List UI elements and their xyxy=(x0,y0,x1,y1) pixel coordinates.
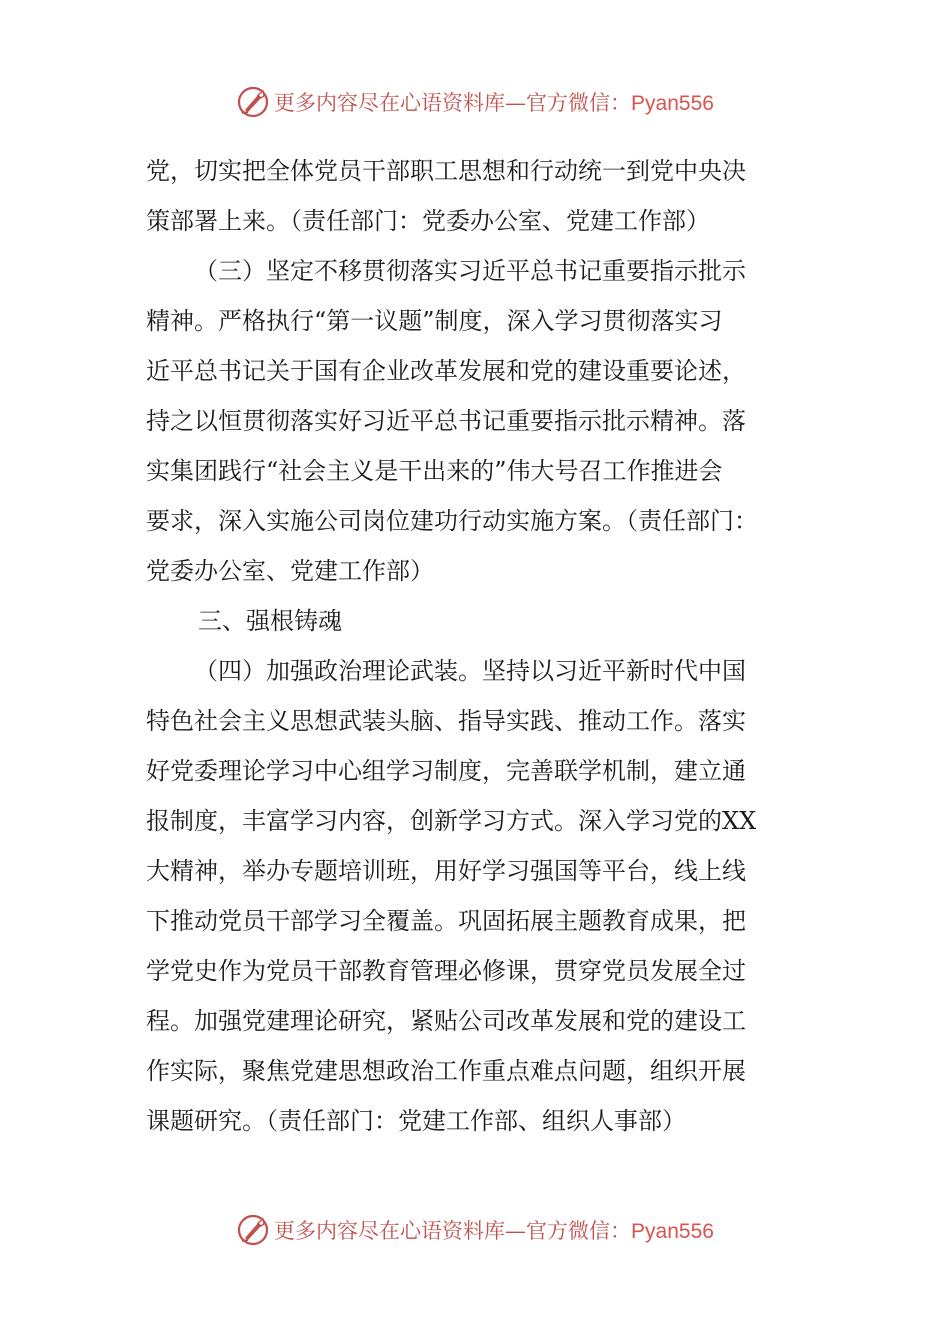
text-line: 党，切实把全体党员干部职工思想和行动统一到党中央决 xyxy=(146,157,746,185)
text-line: 好党委理论学习中心组学习制度，完善联学机制，建立通 xyxy=(146,757,746,785)
text-line: 要求，深入实施公司岗位建功行动实施方案。（责任部门： xyxy=(146,507,758,535)
document-body xyxy=(146,146,796,1146)
text-line: 持之以恒贯彻落实好习近平总书记重要指示批示精神。落 xyxy=(146,407,746,435)
header-banner xyxy=(0,82,950,122)
text-line: 党委办公室、党建工作部） xyxy=(146,557,434,585)
text-line: 下推动党员干部学习全覆盖。巩固拓展主题教育成果，把 xyxy=(146,907,746,935)
banner-official-label: 官方微信： xyxy=(526,91,632,115)
text-line: 精神。严格执行“第一议题”制度，深入学习贯彻落实习 xyxy=(146,307,723,335)
banner-main-text: 更多内容尽在心语资料库 xyxy=(274,91,506,115)
quill-pen-icon xyxy=(236,1213,270,1247)
text-line: 学党史作为党员干部教育管理必修课，贯穿党员发展全过 xyxy=(146,957,746,985)
text-line: 大精神，举办专题培训班，用好学习强国等平台，线上线 xyxy=(146,857,746,885)
text-line: 报制度，丰富学习内容，创新学习方式。深入学习党的XX xyxy=(146,807,757,835)
text-line: 策部署上来。（责任部门：党委办公室、党建工作部） xyxy=(146,207,710,235)
banner-dash: — xyxy=(505,91,527,115)
banner-official-label: 官方微信： xyxy=(526,1219,632,1243)
banner-text xyxy=(274,87,714,117)
banner-text xyxy=(274,1215,714,1245)
section-heading: 三、强根铸魂 xyxy=(198,607,342,635)
banner-dash: — xyxy=(505,1219,527,1243)
quill-pen-icon xyxy=(236,85,270,119)
paragraph-start-line: （四）加强政治理论武装。坚持以习近平新时代中国 xyxy=(194,657,746,685)
text-line: 实集团践行“社会主义是干出来的”伟大号召工作推进会 xyxy=(146,457,723,485)
paragraph-start-line: （三）坚定不移贯彻落实习近平总书记重要指示批示 xyxy=(194,257,746,285)
banner-wechat-id: Pyan556 xyxy=(631,92,714,115)
text-line: 近平总书记关于国有企业改革发展和党的建设重要论述， xyxy=(146,357,746,385)
banner-main-text: 更多内容尽在心语资料库 xyxy=(274,1219,506,1243)
footer-banner xyxy=(0,1210,950,1250)
text-line: 特色社会主义思想武装头脑、指导实践、推动工作。落实 xyxy=(146,707,746,735)
banner-wechat-id: Pyan556 xyxy=(631,1220,714,1243)
text-line: 作实际，聚焦党建思想政治工作重点难点问题，组织开展 xyxy=(146,1057,746,1085)
text-line: 课题研究。（责任部门：党建工作部、组织人事部） xyxy=(146,1107,686,1135)
text-line: 程。加强党建理论研究，紧贴公司改革发展和党的建设工 xyxy=(146,1007,746,1035)
